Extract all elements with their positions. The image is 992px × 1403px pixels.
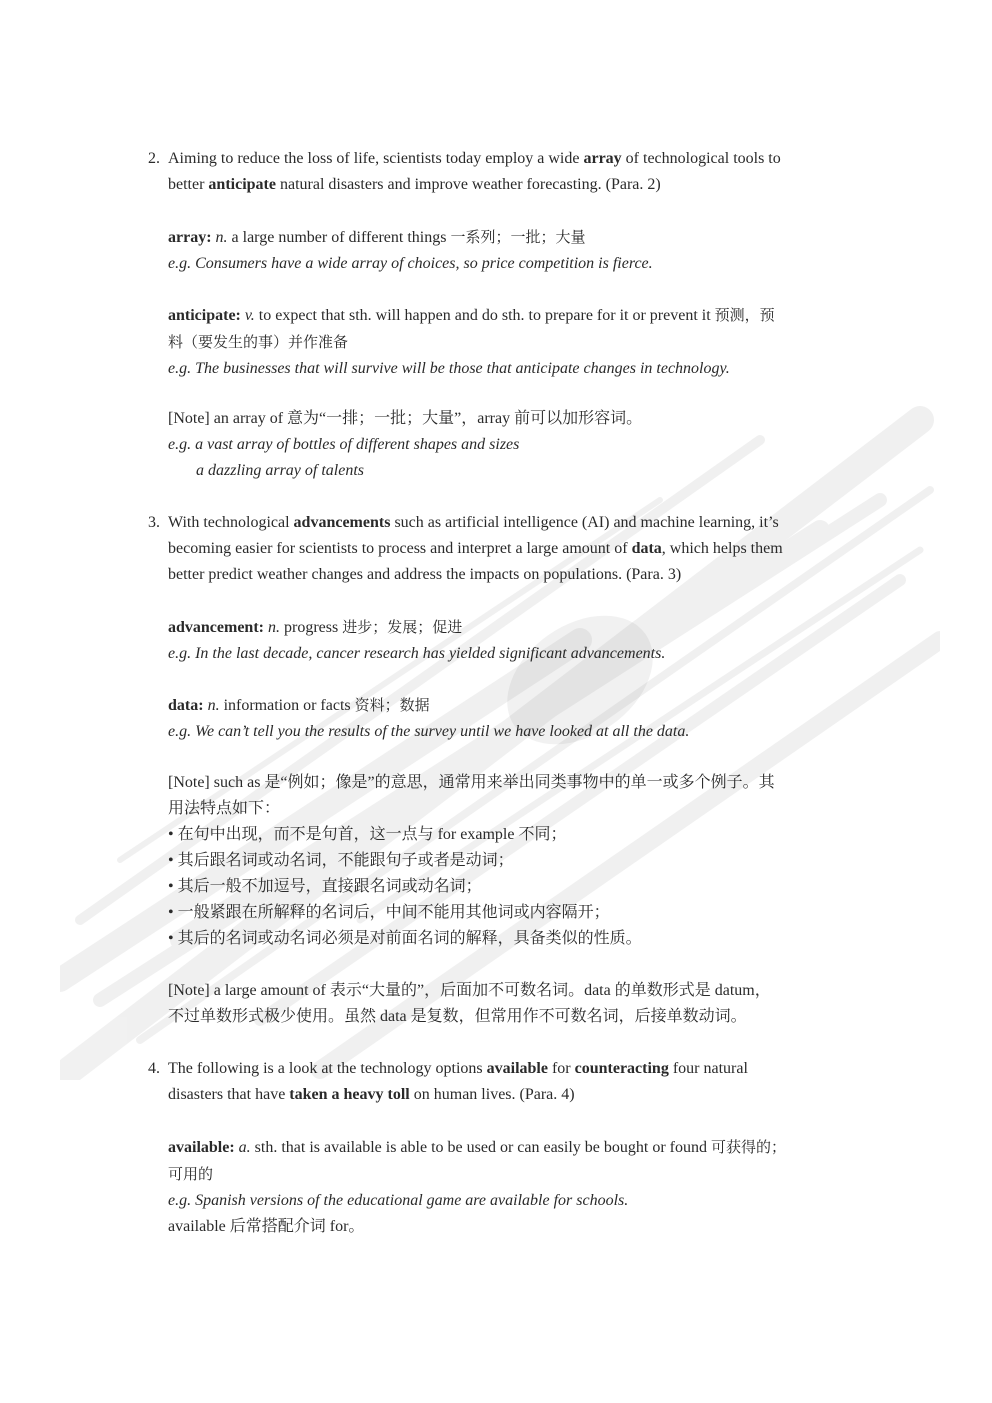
note-bullet: • 其后跟名词或动名词，不能跟句子或者是动词； bbox=[168, 852, 514, 869]
item-4-line2-a: disasters that have bbox=[168, 1086, 290, 1103]
keyword-taken-a-heavy-toll: taken a heavy toll bbox=[289, 1086, 410, 1103]
advancement-entry bbox=[168, 614, 844, 667]
item-3-sentence bbox=[148, 510, 844, 588]
advancement-headword: advancement: bbox=[168, 619, 264, 636]
advancement-example: e.g. In the last decade, cancer research has yielded significant advancements. bbox=[168, 645, 666, 662]
available-chinese-2: 可用的 bbox=[168, 1165, 214, 1183]
advancement-pos: n. bbox=[267, 619, 280, 636]
note-such-as-line2: 用法特点如下： bbox=[168, 800, 281, 817]
item-3-line3: better predict weather changes and address the impacts on populations. (Para. 3) bbox=[168, 566, 682, 583]
available-note: available 后常搭配介词 for。 bbox=[168, 1218, 365, 1235]
array-headword: array: bbox=[168, 229, 212, 246]
keyword-anticipate: anticipate bbox=[208, 176, 276, 193]
note-large-amount bbox=[168, 978, 844, 1030]
keyword-advancements: advancements bbox=[293, 514, 391, 531]
item-2-sentence bbox=[148, 146, 844, 198]
note-bullet: • 一般紧跟在所解释的名词后，中间不能用其他词或内容隔开； bbox=[168, 904, 610, 921]
item-3-line2-c: , which helps them bbox=[661, 540, 783, 557]
item-2-line2-a: better bbox=[168, 176, 209, 193]
anticipate-entry bbox=[168, 302, 844, 382]
item-3-line1-c: such as artificial intelligence (AI) and machine learning, it’s bbox=[390, 514, 779, 531]
item-2-number: 2. bbox=[148, 150, 160, 167]
note-bullet: • 在句中出现，而不是句首，这一点与 for example 不同； bbox=[168, 826, 567, 843]
item-4-line1-a: The following is a look at the technology options bbox=[168, 1060, 487, 1077]
note-array-text: [Note] an array of 意为“一排；一批；大量”，array 前可以加形容词。 bbox=[168, 410, 643, 427]
note-large-amount-line2: 不过单数形式极少使用。虽然 data 是复数，但常用作不可数名词，后接单数动词。 bbox=[168, 1008, 747, 1025]
available-headword: available: bbox=[168, 1139, 235, 1156]
note-large-amount-line1: [Note] a large amount of 表示“大量的”，后面加不可数名词。data 的单数形式是 datum， bbox=[168, 982, 771, 999]
item-4-line1-c: for bbox=[547, 1060, 575, 1077]
note-array bbox=[168, 406, 844, 484]
available-example: e.g. Spanish versions of the educational game are available for schools. bbox=[168, 1192, 629, 1209]
note-such-as bbox=[168, 770, 844, 952]
item-4-line1-e: four natural bbox=[668, 1060, 748, 1077]
data-headword: data: bbox=[168, 697, 204, 714]
anticipate-definition: to expect that sth. will happen and do sth. to prepare for it or prevent it bbox=[254, 307, 715, 324]
keyword-counteracting: counteracting bbox=[574, 1060, 669, 1077]
anticipate-headword: anticipate: bbox=[168, 307, 241, 324]
advancement-chinese: 进步；发展；促进 bbox=[342, 618, 463, 636]
item-2-line1-a: Aiming to reduce the loss of life, scientists today employ a wide bbox=[168, 150, 584, 167]
note-such-as-line1: [Note] such as 是“例如；像是”的意思，通常用来举出同类事物中的单一或多个例子。其 bbox=[168, 774, 775, 791]
data-chinese: 资料；数据 bbox=[354, 696, 430, 714]
keyword-data: data bbox=[631, 540, 662, 557]
available-pos: a. bbox=[238, 1139, 251, 1156]
item-4-sentence bbox=[148, 1056, 844, 1108]
data-pos: n. bbox=[207, 697, 220, 714]
array-pos: n. bbox=[215, 229, 228, 246]
item-2-line1-c: of technological tools to bbox=[621, 150, 781, 167]
note-bullet: • 其后的名词或动名词必须是对前面名词的解释，具备类似的性质。 bbox=[168, 930, 642, 947]
item-3-line1-a: With technological bbox=[168, 514, 294, 531]
keyword-available: available bbox=[486, 1060, 548, 1077]
array-entry bbox=[168, 224, 844, 277]
anticipate-pos: v. bbox=[244, 307, 255, 324]
data-example: e.g. We can’t tell you the results of the survey until we have looked at all the data. bbox=[168, 723, 690, 740]
item-3-number: 3. bbox=[148, 514, 160, 531]
available-definition: sth. that is available is able to be used or can easily be bought or found bbox=[250, 1139, 711, 1156]
array-example: e.g. Consumers have a wide array of choices, so price competition is fierce. bbox=[168, 255, 653, 272]
advancement-definition: progress bbox=[279, 619, 343, 636]
keyword-array: array bbox=[583, 150, 622, 167]
note-array-example-2: a dazzling array of talents bbox=[196, 462, 365, 479]
array-definition: a large number of different things bbox=[227, 229, 451, 246]
note-bullet: • 其后一般不加逗号，直接跟名词或动名词； bbox=[168, 878, 482, 895]
anticipate-chinese-1: 预测，预 bbox=[714, 306, 775, 324]
available-chinese-1: 可获得的； bbox=[711, 1138, 787, 1156]
anticipate-example: e.g. The businesses that will survive will be those that anticipate changes in technology. bbox=[168, 360, 730, 377]
item-4-number: 4. bbox=[148, 1060, 160, 1077]
note-array-example-1: e.g. a vast array of bottles of different shapes and sizes bbox=[168, 436, 520, 453]
item-4-line2-c: on human lives. (Para. 4) bbox=[409, 1086, 575, 1103]
item-2-line2-c: natural disasters and improve weather forecasting. (Para. 2) bbox=[275, 176, 661, 193]
data-entry bbox=[168, 692, 844, 745]
array-chinese: 一系列；一批；大量 bbox=[450, 228, 586, 246]
data-definition: information or facts bbox=[219, 697, 355, 714]
item-3-line2-a: becoming easier for scientists to process and interpret a large amount of bbox=[168, 540, 632, 557]
anticipate-chinese-2: 料（要发生的事）并作准备 bbox=[168, 333, 349, 351]
available-entry bbox=[168, 1134, 844, 1240]
